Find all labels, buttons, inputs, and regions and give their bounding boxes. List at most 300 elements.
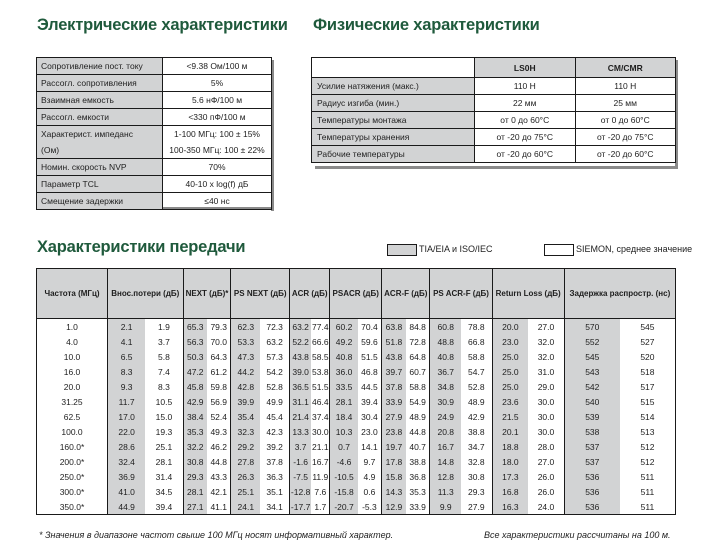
cell-il-siemon: 15.0 [145, 409, 183, 424]
cell-il-siemon: 28.1 [145, 454, 183, 469]
cell-il-siemon: 34.5 [145, 484, 183, 499]
cell-acr-siemon: 37.4 [311, 409, 330, 424]
electrical-label: Смещение задержки [37, 193, 163, 210]
cell-il-siemon: 25.1 [145, 439, 183, 454]
cell-acr-siemon: 51.5 [311, 379, 330, 394]
header-insertion-loss: Внос.потери (дБ) [108, 269, 184, 319]
cell-il-siemon: 31.4 [145, 469, 183, 484]
cell-psnext-siemon: 49.9 [260, 394, 289, 409]
cell-psacrf-std: 48.8 [430, 334, 461, 349]
transmission-row [37, 469, 676, 484]
legend-standard-label: TIA/EIA и ISO/IEC [419, 244, 493, 254]
cell-il-siemon: 7.4 [145, 364, 183, 379]
cell-psacrf-siemon: 32.8 [461, 454, 492, 469]
cell-next-siemon: 42.1 [207, 484, 231, 499]
transmission-row [37, 394, 676, 409]
physical-col-cmr: CM/CMR [575, 58, 676, 78]
electrical-row [37, 92, 272, 109]
physical-value-cmr: от -20 до 60°C [575, 146, 676, 163]
cell-acrf-std: 23.8 [382, 424, 406, 439]
cell-psnext-std: 62.3 [231, 319, 260, 335]
cell-acrf-std: 19.7 [382, 439, 406, 454]
cell-acr-siemon: 46.4 [311, 394, 330, 409]
cell-next-siemon: 52.4 [207, 409, 231, 424]
cell-psnext-std: 44.2 [231, 364, 260, 379]
cell-rl-siemon: 28.0 [528, 439, 564, 454]
cell-psnext-siemon: 63.2 [260, 334, 289, 349]
electrical-value: 1-100 МГц: 100 ± 15% [163, 126, 272, 143]
transmission-row [37, 334, 676, 349]
cell-psacrf-std: 60.8 [430, 319, 461, 335]
electrical-value: 70% [163, 159, 272, 176]
cell-psnext-siemon: 72.3 [260, 319, 289, 335]
physical-value-ls0h: от 0 до 60°C [475, 112, 576, 129]
physical-table-shadow-bottom [315, 166, 678, 169]
cell-acr-std: 21.4 [290, 409, 312, 424]
physical-corner [312, 58, 475, 78]
cell-psacr-std: 49.2 [330, 334, 358, 349]
physical-title: Физические характеристики [313, 16, 540, 34]
transmission-row [37, 409, 676, 424]
header-return-loss: Return Loss (дБ) [492, 269, 564, 319]
cell-delay-siemon: 511 [620, 499, 676, 515]
cell-psacrf-siemon: 34.7 [461, 439, 492, 454]
cell-il-siemon: 19.3 [145, 424, 183, 439]
cell-frequency: 4.0 [37, 334, 108, 349]
cell-frequency: 31.25 [37, 394, 108, 409]
cell-next-siemon: 64.3 [207, 349, 231, 364]
cell-psnext-std: 26.3 [231, 469, 260, 484]
cell-acrf-siemon: 84.8 [406, 319, 430, 335]
cell-psacrf-std: 9.9 [430, 499, 461, 515]
cell-next-siemon: 79.3 [207, 319, 231, 335]
cell-acrf-siemon: 72.8 [406, 334, 430, 349]
cell-acrf-std: 43.8 [382, 349, 406, 364]
cell-psnext-std: 39.9 [231, 394, 260, 409]
cell-psacr-std: -10.5 [330, 469, 358, 484]
cell-il-std: 32.4 [108, 454, 146, 469]
cell-rl-std: 25.0 [492, 364, 528, 379]
electrical-label: (Ом) [37, 142, 163, 159]
cell-rl-siemon: 32.0 [528, 349, 564, 364]
cell-rl-std: 23.6 [492, 394, 528, 409]
cell-acrf-siemon: 60.7 [406, 364, 430, 379]
cell-psacrf-std: 40.8 [430, 349, 461, 364]
cell-il-siemon: 5.8 [145, 349, 183, 364]
cell-acrf-std: 17.8 [382, 454, 406, 469]
cell-il-std: 28.6 [108, 439, 146, 454]
header-ps-acr-f: PS ACR-F (дБ) [430, 269, 492, 319]
cell-next-std: 30.8 [183, 454, 207, 469]
header-acr: ACR (дБ) [290, 269, 330, 319]
cell-psnext-std: 35.4 [231, 409, 260, 424]
cell-frequency: 10.0 [37, 349, 108, 364]
cell-psacr-siemon: 51.5 [358, 349, 382, 364]
cell-next-std: 42.9 [183, 394, 207, 409]
cell-psacr-siemon: 70.4 [358, 319, 382, 335]
cell-next-std: 38.4 [183, 409, 207, 424]
cell-acr-siemon: 1.7 [311, 499, 330, 515]
electrical-row [37, 159, 272, 176]
cell-acrf-siemon: 33.9 [406, 499, 430, 515]
physical-label: Температуры хранения [312, 129, 475, 146]
cell-il-std: 41.0 [108, 484, 146, 499]
cell-acr-std: -12.8 [290, 484, 312, 499]
electrical-label: Взаимная емкость [37, 92, 163, 109]
physical-label: Радиус изгиба (мин.) [312, 95, 475, 112]
cell-psacrf-siemon: 38.8 [461, 424, 492, 439]
cell-delay-std: 540 [564, 394, 620, 409]
cell-psnext-std: 24.1 [231, 499, 260, 515]
cell-frequency: 1.0 [37, 319, 108, 335]
cell-rl-std: 18.8 [492, 439, 528, 454]
cell-acr-siemon: 53.8 [311, 364, 330, 379]
cell-next-std: 27.1 [183, 499, 207, 515]
cell-rl-siemon: 24.0 [528, 499, 564, 515]
cell-delay-siemon: 511 [620, 484, 676, 499]
transmission-row [37, 379, 676, 394]
cell-psacr-std: 18.4 [330, 409, 358, 424]
cell-delay-std: 539 [564, 409, 620, 424]
physical-row [312, 78, 676, 95]
cell-psacrf-std: 30.9 [430, 394, 461, 409]
cell-acrf-std: 51.8 [382, 334, 406, 349]
cell-acrf-siemon: 36.8 [406, 469, 430, 484]
cell-psacrf-std: 24.9 [430, 409, 461, 424]
cell-frequency: 200.0* [37, 454, 108, 469]
cell-psacr-std: 40.8 [330, 349, 358, 364]
cell-next-std: 35.3 [183, 424, 207, 439]
cell-delay-siemon: 515 [620, 394, 676, 409]
cell-acr-std: 52.2 [290, 334, 312, 349]
cell-frequency: 20.0 [37, 379, 108, 394]
transmission-row [37, 349, 676, 364]
cell-psacrf-std: 11.3 [430, 484, 461, 499]
cell-psnext-std: 47.3 [231, 349, 260, 364]
cell-next-siemon: 61.2 [207, 364, 231, 379]
cell-delay-siemon: 513 [620, 424, 676, 439]
cell-delay-siemon: 512 [620, 454, 676, 469]
cell-acrf-std: 14.3 [382, 484, 406, 499]
cell-psacr-std: 28.1 [330, 394, 358, 409]
transmission-title: Характеристики передачи [37, 238, 246, 256]
cell-psacr-std: 33.5 [330, 379, 358, 394]
cell-acr-std: 31.1 [290, 394, 312, 409]
electrical-label: Номин. скорость NVP [37, 159, 163, 176]
cell-psnext-siemon: 52.8 [260, 379, 289, 394]
cell-frequency: 100.0 [37, 424, 108, 439]
cell-acr-siemon: 58.5 [311, 349, 330, 364]
cell-next-std: 65.3 [183, 319, 207, 335]
physical-row [312, 146, 676, 163]
cell-psacrf-siemon: 29.3 [461, 484, 492, 499]
cell-rl-std: 18.0 [492, 454, 528, 469]
cell-delay-std: 570 [564, 319, 620, 335]
cell-acr-std: -7.5 [290, 469, 312, 484]
electrical-row [37, 176, 272, 193]
cell-delay-std: 538 [564, 424, 620, 439]
cell-delay-std: 536 [564, 499, 620, 515]
physical-value-ls0h: от -20 до 75°C [475, 129, 576, 146]
legend-standard-swatch [387, 244, 417, 256]
physical-value-ls0h: 22 мм [475, 95, 576, 112]
cell-psacr-std: -20.7 [330, 499, 358, 515]
cell-delay-siemon: 517 [620, 379, 676, 394]
cell-delay-siemon: 512 [620, 439, 676, 454]
electrical-label: Характерист. импеданс [37, 126, 163, 143]
cell-acr-siemon: 16.7 [311, 454, 330, 469]
cell-acrf-siemon: 54.9 [406, 394, 430, 409]
cell-psacrf-siemon: 48.9 [461, 394, 492, 409]
cell-psacrf-siemon: 52.8 [461, 379, 492, 394]
cell-acrf-std: 15.8 [382, 469, 406, 484]
cell-psnext-siemon: 42.3 [260, 424, 289, 439]
physical-value-cmr: от -20 до 75°C [575, 129, 676, 146]
cell-acrf-std: 39.7 [382, 364, 406, 379]
physical-table [311, 57, 676, 163]
cell-acr-siemon: 11.9 [311, 469, 330, 484]
cell-psacr-siemon: -5.3 [358, 499, 382, 515]
header-ps-next: PS NEXT (дБ) [231, 269, 290, 319]
transmission-row [37, 439, 676, 454]
cell-rl-std: 21.5 [492, 409, 528, 424]
legend-siemon-label: SIEMON, среднее значение [576, 244, 693, 254]
cell-psnext-std: 29.2 [231, 439, 260, 454]
cell-rl-siemon: 30.0 [528, 409, 564, 424]
electrical-table [36, 57, 272, 210]
cell-acrf-siemon: 58.8 [406, 379, 430, 394]
cell-il-std: 6.5 [108, 349, 146, 364]
cell-psnext-siemon: 54.2 [260, 364, 289, 379]
cell-delay-siemon: 520 [620, 349, 676, 364]
cell-il-siemon: 8.3 [145, 379, 183, 394]
cell-psacr-siemon: 44.5 [358, 379, 382, 394]
cell-psacrf-std: 16.7 [430, 439, 461, 454]
cell-next-siemon: 44.8 [207, 454, 231, 469]
cell-psnext-siemon: 57.3 [260, 349, 289, 364]
cell-rl-siemon: 31.0 [528, 364, 564, 379]
cell-acrf-siemon: 48.9 [406, 409, 430, 424]
cell-psacrf-siemon: 42.9 [461, 409, 492, 424]
cell-rl-std: 17.3 [492, 469, 528, 484]
cell-rl-siemon: 30.0 [528, 394, 564, 409]
electrical-value: 5% [163, 75, 272, 92]
cell-frequency: 250.0* [37, 469, 108, 484]
electrical-title: Электрические характеристики [37, 16, 288, 34]
physical-value-cmr: 25 мм [575, 95, 676, 112]
cell-rl-std: 25.0 [492, 349, 528, 364]
cell-next-std: 56.3 [183, 334, 207, 349]
cell-frequency: 16.0 [37, 364, 108, 379]
cell-psnext-siemon: 34.1 [260, 499, 289, 515]
cell-il-siemon: 10.5 [145, 394, 183, 409]
electrical-row [37, 126, 272, 143]
physical-label: Рабочие температуры [312, 146, 475, 163]
transmission-table [36, 268, 676, 515]
cell-frequency: 160.0* [37, 439, 108, 454]
cell-delay-siemon: 545 [620, 319, 676, 335]
cell-il-std: 36.9 [108, 469, 146, 484]
cell-psacrf-siemon: 27.9 [461, 499, 492, 515]
cell-rl-siemon: 26.0 [528, 484, 564, 499]
cell-acr-std: 63.2 [290, 319, 312, 335]
electrical-row [37, 58, 272, 75]
cell-psnext-siemon: 45.4 [260, 409, 289, 424]
header-psacr: PSACR (дБ) [330, 269, 382, 319]
cell-next-siemon: 59.8 [207, 379, 231, 394]
cell-psnext-std: 42.8 [231, 379, 260, 394]
cell-rl-std: 16.8 [492, 484, 528, 499]
physical-label: Усилие натяжения (макс.) [312, 78, 475, 95]
cell-psacr-std: -15.8 [330, 484, 358, 499]
cell-psacr-siemon: 4.9 [358, 469, 382, 484]
cell-il-std: 44.9 [108, 499, 146, 515]
cell-next-siemon: 43.3 [207, 469, 231, 484]
cell-il-std: 2.1 [108, 319, 146, 335]
cell-il-std: 17.0 [108, 409, 146, 424]
electrical-value: 40-10 x log(f) дБ [163, 176, 272, 193]
header-acr-f: ACR-F (дБ) [382, 269, 430, 319]
cell-psacr-std: -4.6 [330, 454, 358, 469]
electrical-value: ≤40 нс [163, 193, 272, 210]
cell-rl-siemon: 26.0 [528, 469, 564, 484]
cell-psacr-std: 10.3 [330, 424, 358, 439]
cell-psacr-siemon: 30.4 [358, 409, 382, 424]
cell-il-std: 4.1 [108, 334, 146, 349]
cell-psacrf-std: 36.7 [430, 364, 461, 379]
cell-acrf-siemon: 64.8 [406, 349, 430, 364]
cell-delay-std: 536 [564, 484, 620, 499]
cell-next-siemon: 46.2 [207, 439, 231, 454]
cell-psacr-siemon: 39.4 [358, 394, 382, 409]
cell-acr-std: 36.5 [290, 379, 312, 394]
cell-delay-std: 552 [564, 334, 620, 349]
cell-acr-std: 13.3 [290, 424, 312, 439]
cell-acrf-siemon: 40.7 [406, 439, 430, 454]
cell-acrf-std: 37.8 [382, 379, 406, 394]
cell-acr-std: 43.8 [290, 349, 312, 364]
cell-acr-std: -17.7 [290, 499, 312, 515]
electrical-label: Рассогл. сопротивления [37, 75, 163, 92]
cell-delay-std: 543 [564, 364, 620, 379]
cell-il-std: 8.3 [108, 364, 146, 379]
cell-psacrf-siemon: 78.8 [461, 319, 492, 335]
physical-label: Температуры монтажа [312, 112, 475, 129]
physical-row [312, 112, 676, 129]
cell-next-siemon: 49.3 [207, 424, 231, 439]
cell-psacrf-siemon: 30.8 [461, 469, 492, 484]
cell-psacr-std: 36.0 [330, 364, 358, 379]
cell-rl-siemon: 30.0 [528, 424, 564, 439]
cell-next-std: 47.2 [183, 364, 207, 379]
cell-psacrf-std: 12.8 [430, 469, 461, 484]
cell-delay-std: 537 [564, 454, 620, 469]
physical-value-cmr: 110 Н [575, 78, 676, 95]
cell-rl-siemon: 27.0 [528, 319, 564, 335]
cell-il-std: 22.0 [108, 424, 146, 439]
cell-acrf-std: 27.9 [382, 409, 406, 424]
cell-acr-siemon: 7.6 [311, 484, 330, 499]
cell-acr-std: 39.0 [290, 364, 312, 379]
cell-rl-std: 23.0 [492, 334, 528, 349]
electrical-value: 100-350 МГц: 100 ± 22% [163, 142, 272, 159]
cell-next-std: 50.3 [183, 349, 207, 364]
electrical-row [37, 75, 272, 92]
transmission-row [37, 454, 676, 469]
cell-acr-siemon: 66.6 [311, 334, 330, 349]
header-next: NEXT (дБ)* [183, 269, 231, 319]
cell-delay-std: 537 [564, 439, 620, 454]
header-frequency: Частота (МГц) [37, 269, 108, 319]
electrical-value: <9.38 Ом/100 м [163, 58, 272, 75]
cell-delay-std: 542 [564, 379, 620, 394]
cell-next-std: 28.1 [183, 484, 207, 499]
cell-acr-std: 3.7 [290, 439, 312, 454]
transmission-row [37, 499, 676, 515]
electrical-label: Сопротивление пост. току [37, 58, 163, 75]
cell-psacr-std: 60.2 [330, 319, 358, 335]
cell-psacr-siemon: 9.7 [358, 454, 382, 469]
cell-psnext-std: 32.3 [231, 424, 260, 439]
cell-psacrf-std: 14.8 [430, 454, 461, 469]
cell-next-std: 29.3 [183, 469, 207, 484]
cell-rl-std: 20.1 [492, 424, 528, 439]
physical-value-ls0h: 110 Н [475, 78, 576, 95]
cell-il-siemon: 39.4 [145, 499, 183, 515]
cell-psacr-siemon: 14.1 [358, 439, 382, 454]
electrical-value: <330 пФ/100 м [163, 109, 272, 126]
electrical-label: Рассогл. емкости [37, 109, 163, 126]
cell-il-std: 9.3 [108, 379, 146, 394]
cell-rl-std: 25.0 [492, 379, 528, 394]
cell-psacr-siemon: 0.6 [358, 484, 382, 499]
cell-acrf-std: 12.9 [382, 499, 406, 515]
cell-rl-std: 16.3 [492, 499, 528, 515]
cell-psacr-siemon: 46.8 [358, 364, 382, 379]
cell-psacrf-std: 34.8 [430, 379, 461, 394]
cell-psnext-std: 27.8 [231, 454, 260, 469]
cell-psnext-siemon: 36.3 [260, 469, 289, 484]
transmission-row [37, 364, 676, 379]
physical-value-ls0h: от -20 до 60°C [475, 146, 576, 163]
cell-delay-siemon: 514 [620, 409, 676, 424]
transmission-row [37, 424, 676, 439]
transmission-row [37, 319, 676, 335]
cell-acrf-siemon: 35.3 [406, 484, 430, 499]
cell-delay-siemon: 527 [620, 334, 676, 349]
cell-psacrf-std: 20.8 [430, 424, 461, 439]
cell-psnext-std: 25.1 [231, 484, 260, 499]
electrical-label: Параметр TCL [37, 176, 163, 193]
cell-next-std: 32.2 [183, 439, 207, 454]
cell-acrf-std: 33.9 [382, 394, 406, 409]
physical-row [312, 129, 676, 146]
electrical-row [37, 109, 272, 126]
electrical-value: 5.6 нФ/100 м [163, 92, 272, 109]
cell-acr-siemon: 77.4 [311, 319, 330, 335]
cell-acr-std: -1.6 [290, 454, 312, 469]
cell-next-siemon: 41.1 [207, 499, 231, 515]
cell-il-siemon: 1.9 [145, 319, 183, 335]
cell-psacrf-siemon: 54.7 [461, 364, 492, 379]
cell-il-std: 11.7 [108, 394, 146, 409]
physical-col-ls0h: LS0H [475, 58, 576, 78]
cell-acr-siemon: 21.1 [311, 439, 330, 454]
cell-delay-siemon: 511 [620, 469, 676, 484]
cell-acr-siemon: 30.0 [311, 424, 330, 439]
cell-psnext-siemon: 37.8 [260, 454, 289, 469]
footnote-per-100m: Все характеристики рассчитаны на 100 м. [484, 530, 671, 540]
